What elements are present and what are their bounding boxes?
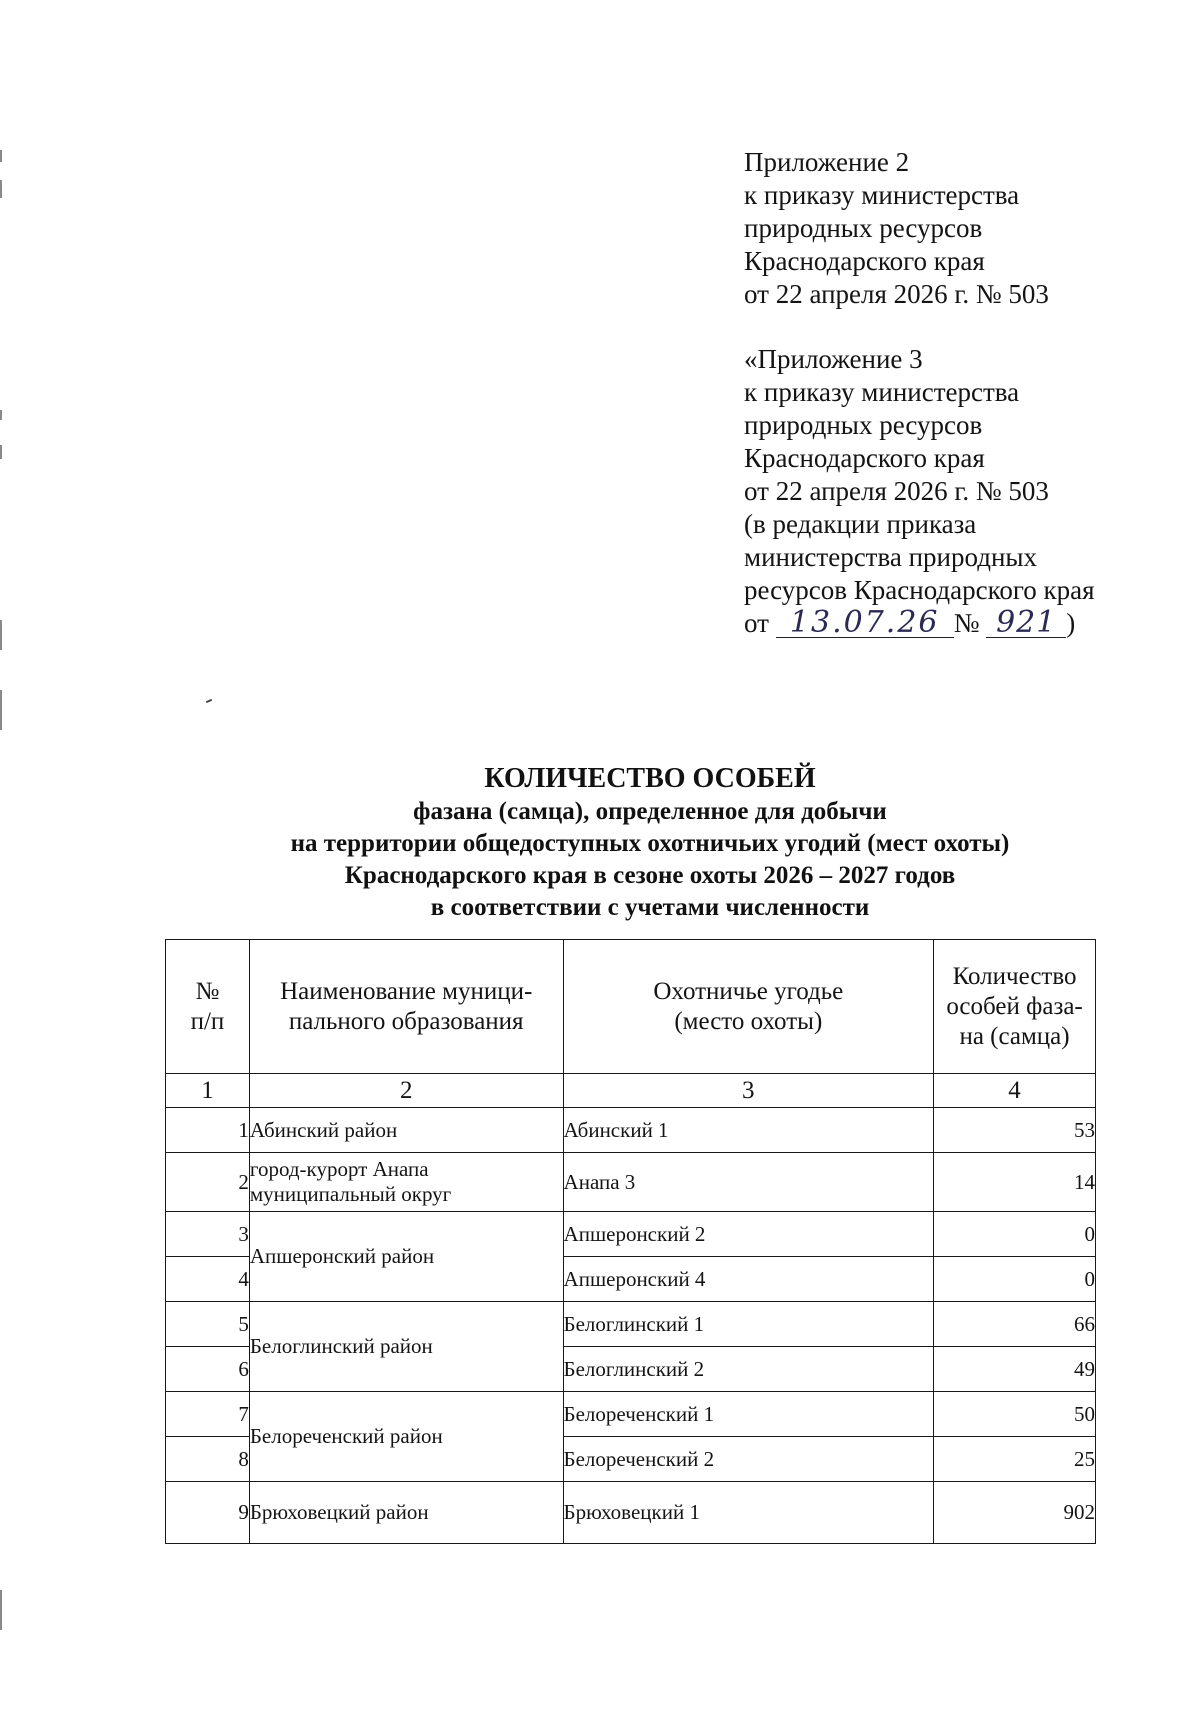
hunting-ground: Апшеронский 4	[563, 1257, 934, 1302]
column-number: 2	[249, 1074, 563, 1108]
scan-artifact	[0, 410, 2, 420]
title-line: Краснодарского края в сезоне охоты 2026 – 2027 годов	[344, 862, 956, 889]
header-municipality	[249, 940, 563, 1074]
row-number: 5	[166, 1302, 250, 1347]
row-number: 3	[166, 1212, 250, 1257]
pheasant-count: 66	[934, 1302, 1096, 1347]
table-row	[166, 1153, 1096, 1212]
row-number: 8	[166, 1437, 250, 1482]
column-number: 1	[166, 1074, 250, 1108]
pheasant-count: 25	[934, 1437, 1096, 1482]
appendix-3-line: Краснодарского края	[744, 443, 985, 473]
handwritten-date: 13.07.26	[776, 609, 954, 638]
table-header-row	[166, 940, 1096, 1074]
pheasant-quota-table	[165, 939, 1096, 1544]
appendix-3-line: к приказу министерства	[744, 377, 1020, 407]
title-line: в соответствии с учетами численности	[430, 894, 870, 921]
row-number: 9	[166, 1482, 250, 1544]
header-num-line: №	[195, 977, 220, 1005]
scan-artifact	[0, 180, 2, 198]
title-line: на территории общедоступных охотничьих угодий (мест охоты)	[290, 830, 1010, 857]
municipality-name-line: Белореченский район	[249, 1424, 443, 1448]
row-number: 4	[166, 1257, 250, 1302]
scan-artifact	[0, 445, 2, 459]
table-row	[166, 1302, 1096, 1347]
appendix-3-header	[744, 343, 1095, 640]
table-row	[166, 1482, 1096, 1544]
appendix-3-line: министерства природных	[744, 542, 1038, 572]
scan-artifact	[0, 150, 2, 162]
pheasant-count: 49	[934, 1347, 1096, 1392]
column-number: 3	[563, 1074, 934, 1108]
municipality-name-line: муниципальный округ	[249, 1182, 452, 1206]
header-municipality-line: пального образования	[288, 1007, 524, 1035]
hunting-ground: Анапа 3	[563, 1153, 934, 1212]
hunting-ground: Белореченский 2	[563, 1437, 934, 1482]
pheasant-count: 53	[934, 1108, 1096, 1153]
row-number: 2	[166, 1153, 250, 1212]
hunting-ground: Апшеронский 2	[563, 1212, 934, 1257]
hunting-ground: Белореченский 1	[563, 1392, 934, 1437]
row-number: 1	[166, 1108, 250, 1153]
pheasant-count: 902	[934, 1482, 1096, 1544]
amendment-prefix: от	[744, 608, 769, 638]
appendix-2-line: от 22 апреля 2026 г. № 503	[744, 279, 1049, 309]
header-num	[166, 940, 250, 1074]
municipality-name-line: Белоглинский район	[249, 1334, 433, 1358]
header-hunting-ground-line: (место охоты)	[674, 1007, 823, 1035]
appendix-3-line: ресурсов Краснодарского края	[744, 575, 1095, 605]
appendix-3-line: природных ресурсов	[744, 410, 983, 440]
header-num-line: п/п	[190, 1007, 225, 1035]
scan-artifact	[0, 620, 2, 650]
row-number: 7	[166, 1392, 250, 1437]
stray-ink-mark	[206, 699, 212, 703]
column-number: 4	[934, 1074, 1096, 1108]
hunting-ground: Белоглинский 1	[563, 1302, 934, 1347]
header-count-line: особей фаза-	[946, 992, 1083, 1020]
row-number: 6	[166, 1347, 250, 1392]
hunting-ground: Брюховецкий 1	[563, 1482, 934, 1544]
appendix-3-line: от 22 апреля 2026 г. № 503	[744, 476, 1049, 506]
municipality-name-line: Брюховецкий район	[249, 1500, 429, 1524]
header-hunting-ground	[563, 940, 934, 1074]
header-count-line: Количество	[952, 962, 1077, 990]
appendix-3-line: «Приложение 3	[744, 344, 923, 374]
table-row	[166, 1392, 1096, 1437]
pheasant-count: 0	[934, 1212, 1096, 1257]
hunting-ground: Белоглинский 2	[563, 1347, 934, 1392]
amendment-line	[744, 607, 1095, 640]
title-line: фазана (самца), определенное для добычи	[413, 798, 887, 825]
scan-artifact	[0, 690, 2, 730]
table-row	[166, 1212, 1096, 1257]
header-count	[934, 940, 1096, 1074]
municipality-name	[249, 1392, 563, 1482]
pheasant-count: 0	[934, 1257, 1096, 1302]
handwritten-number: 921	[986, 609, 1066, 638]
title-main: КОЛИЧЕСТВО ОСОБЕЙ	[484, 763, 816, 794]
pheasant-count: 50	[934, 1392, 1096, 1437]
municipality-name-line: Апшеронский район	[249, 1244, 435, 1268]
appendix-2-line: к приказу министерства	[744, 180, 1020, 210]
pheasant-count: 14	[934, 1153, 1096, 1212]
header-municipality-line: Наименование муници-	[280, 977, 533, 1005]
appendix-2-header	[744, 146, 1049, 311]
header-count-line: на (самца)	[959, 1022, 1070, 1050]
appendix-2-line: Краснодарского края	[744, 246, 985, 276]
scan-artifact	[0, 1590, 2, 1630]
column-number-row	[166, 1074, 1096, 1108]
appendix-2-line: Приложение 2	[744, 147, 910, 177]
header-hunting-ground-line: Охотничье угодье	[653, 977, 844, 1005]
municipality-name	[249, 1302, 563, 1392]
appendix-3-line: (в редакции приказа	[744, 509, 977, 539]
appendix-2-line: природных ресурсов	[744, 213, 983, 243]
municipality-name	[249, 1482, 563, 1544]
municipality-name	[249, 1108, 563, 1153]
hunting-ground: Абинский 1	[563, 1108, 934, 1153]
municipality-name-line: город-курорт Анапа	[249, 1157, 429, 1181]
table-row	[166, 1108, 1096, 1153]
municipality-name	[249, 1153, 563, 1212]
number-sign: №	[953, 608, 980, 638]
municipality-name-line: Абинский район	[249, 1117, 398, 1142]
document-title	[150, 762, 1150, 924]
municipality-name	[249, 1212, 563, 1302]
closing-paren: )	[1066, 608, 1076, 638]
